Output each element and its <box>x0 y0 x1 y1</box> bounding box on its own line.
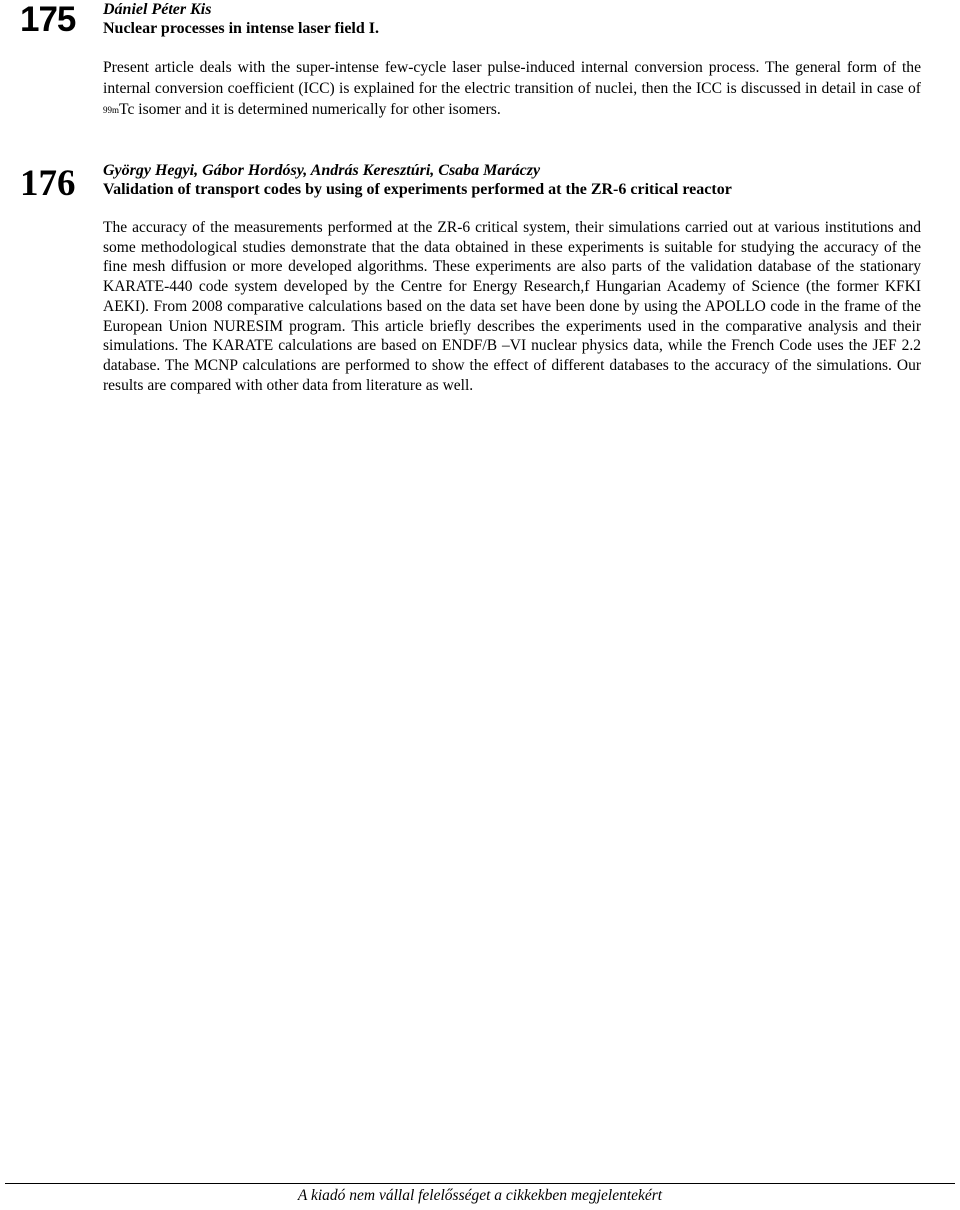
isotope-superscript: 99m <box>103 105 120 115</box>
entry-authors: Dániel Péter Kis <box>103 1 212 18</box>
abstract-text: The accuracy of the measurements performed at the ZR-6 critical system, their simulations carried out at various institutions and some methodological studies demonstrate that the data obtained in these experiments is suitable for studying the accuracy of the fine mesh diffusion or more developed algorithms. These experiments are also parts of the validation database of the stationary KARATE-440 code system developed by the Centre for Energy Research,f Hungarian Academy of Science (the former KFKI AEKI). From 2008 comparative calculations based on the data set have been done by using the APOLLO code in the frame of the European Union NURESIM program. This article briefly describes the experiments used in the comparative analysis and their simulations. The KARATE calculations are based on ENDF/B –VI nuclear physics data, while the French Code uses the JEF 2.2 database. The MCNP calculations are performed to show the effect of different databases to the accuracy of the simulations. Our results are compared with other data from literature as well. <box>103 219 921 394</box>
entry-title: Nuclear processes in intense laser field I. <box>103 20 379 37</box>
entry-authors: György Hegyi, Gábor Hordósy, András Keresztúri, Csaba Maráczy <box>103 162 541 179</box>
entry-title: Validation of transport codes by using of experiments performed at the ZR-6 critical reactor <box>103 181 732 198</box>
footer-divider <box>5 1183 955 1184</box>
entry-175-abstract <box>103 57 921 120</box>
abstract-text: Present article deals with the super-intense few-cycle laser pulse-induced internal conversion process. The general form of the internal conversion coefficient (ICC) is explained for the electric transition of nuclei, then the ICC is discussed in detail in case of <box>103 59 921 97</box>
abstract-text-continued: Tc isomer and it is determined numerically for other isomers. <box>119 101 501 118</box>
entry-heading <box>103 161 923 199</box>
entry-number: 176 <box>20 163 76 204</box>
entry-heading <box>103 0 923 38</box>
footer-disclaimer: A kiadó nem vállal felelősséget a cikkekben megjelentekért <box>297 1187 663 1204</box>
entry-176-abstract <box>103 218 921 395</box>
entry-number: 175 <box>20 0 76 39</box>
